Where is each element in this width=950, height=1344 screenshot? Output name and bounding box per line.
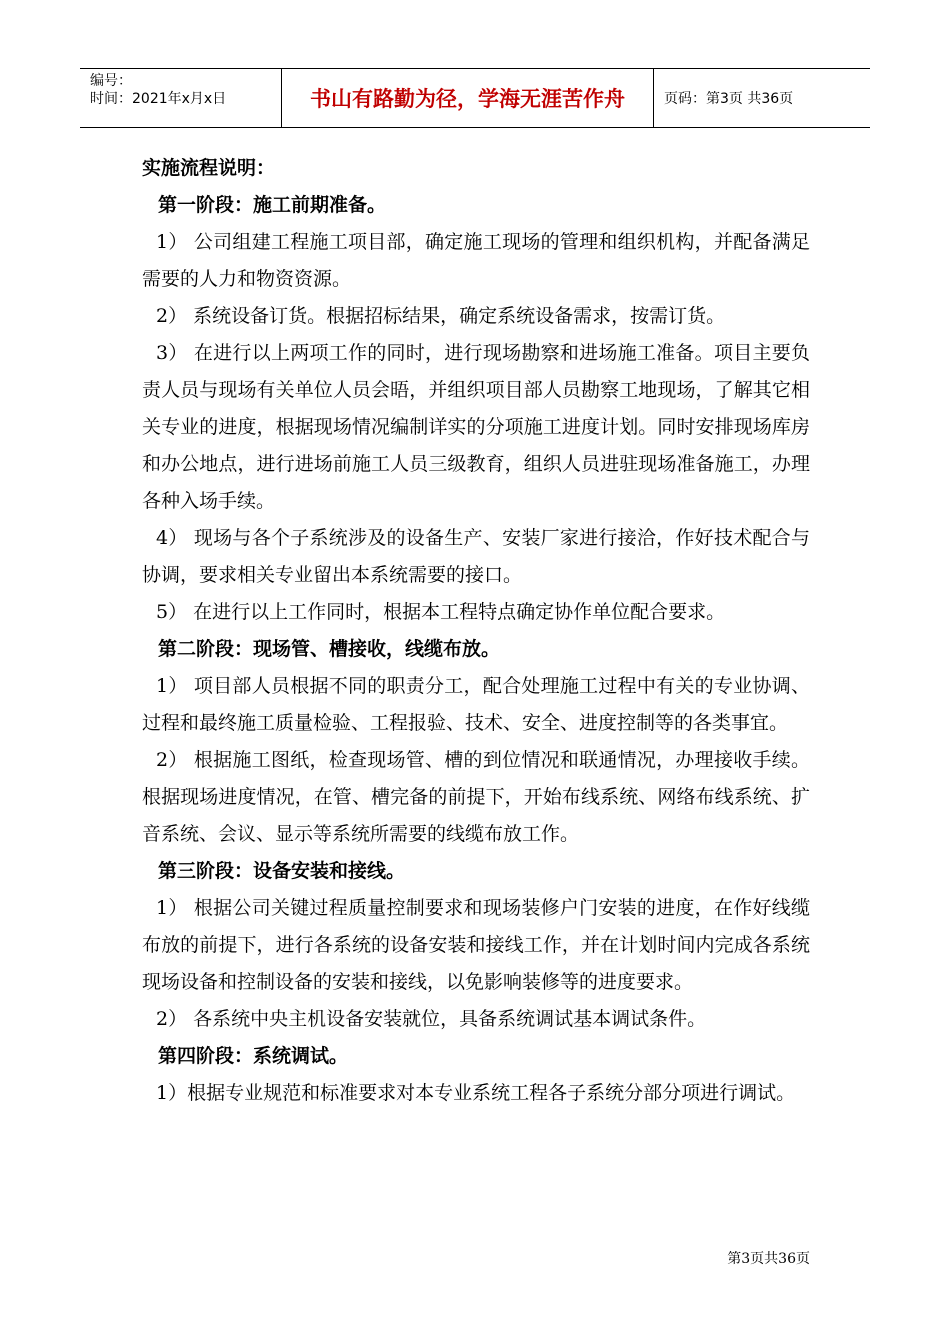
header-meta xyxy=(80,69,282,127)
paragraph: 1） 根据公司关键过程质量控制要求和现场装修户门安装的进度，在作好线缆布放的前提下，进行各系统的设备安装和接线工作，并在计划时间内完成各系统现场设备和控制设备的安装和接线，以免影响装修等的进度要求。 xyxy=(142,897,810,993)
paragraph: 1） 公司组建工程施工项目部，确定施工现场的管理和组织机构，并配备满足需要的人力和物资资源。 xyxy=(142,231,810,290)
paragraph: 2） 各系统中央主机设备安装就位，具备系统调试基本调试条件。 xyxy=(156,1008,707,1030)
stage-2-heading: 第二阶段：现场管、槽接收，线缆布放。 xyxy=(158,638,501,660)
header-number-label: 编号： xyxy=(90,73,132,89)
header-page-label: 页码：第3页 共36页 xyxy=(664,91,794,107)
stage-3-heading: 第三阶段：设备安装和接线。 xyxy=(158,860,406,882)
paragraph: 2） 根据施工图纸，检查现场管、槽的到位情况和联通情况，办理接收手续。根据现场进度情况，在管、槽完备的前提下，开始布线系统、网络布线系统、扩音系统、会议、显示等系统所需要的线缆布放工作。 xyxy=(142,749,810,845)
page-footer: 第3页共36页 xyxy=(727,1251,810,1267)
document-body xyxy=(142,150,810,1112)
document-title: 实施流程说明： xyxy=(142,157,276,179)
stage-1-heading: 第一阶段：施工前期准备。 xyxy=(158,194,387,216)
stage-4-heading: 第四阶段：系统调试。 xyxy=(158,1045,349,1067)
paragraph: 5） 在进行以上工作同时，根据本工程特点确定协作单位配合要求。 xyxy=(156,601,726,623)
header-motto: 书山有路勤为径，学海无涯苦作舟 xyxy=(282,69,654,127)
paragraph: 4） 现场与各个子系统涉及的设备生产、安装厂家进行接洽，作好技术配合与协调，要求相关专业留出本系统需要的接口。 xyxy=(142,527,810,586)
paragraph: 2） 系统设备订货。根据招标结果，确定系统设备需求，按需订货。 xyxy=(156,305,726,327)
paragraph: 1） 项目部人员根据不同的职责分工，配合处理施工过程中有关的专业协调、过程和最终施工质量检验、工程报验、技术、安全、进度控制等的各类事宜。 xyxy=(142,675,810,734)
page-header xyxy=(80,68,870,128)
paragraph: 1）根据专业规范和标准要求对本专业系统工程各子系统分部分项进行调试。 xyxy=(156,1082,796,1104)
header-time-label: 时间：2021年x月x日 xyxy=(90,91,227,107)
paragraph: 3） 在进行以上两项工作的同时，进行现场勘察和进场施工准备。项目主要负责人员与现场有关单位人员会晤，并组织项目部人员勘察工地现场，了解其它相关专业的进度，根据现场情况编制详实的分项施工进度计划。同时安排现场库房和办公地点，进行进场前施工人员三级教育，组织人员进驻现场准备施工，办理各种入场手续。 xyxy=(142,342,810,512)
